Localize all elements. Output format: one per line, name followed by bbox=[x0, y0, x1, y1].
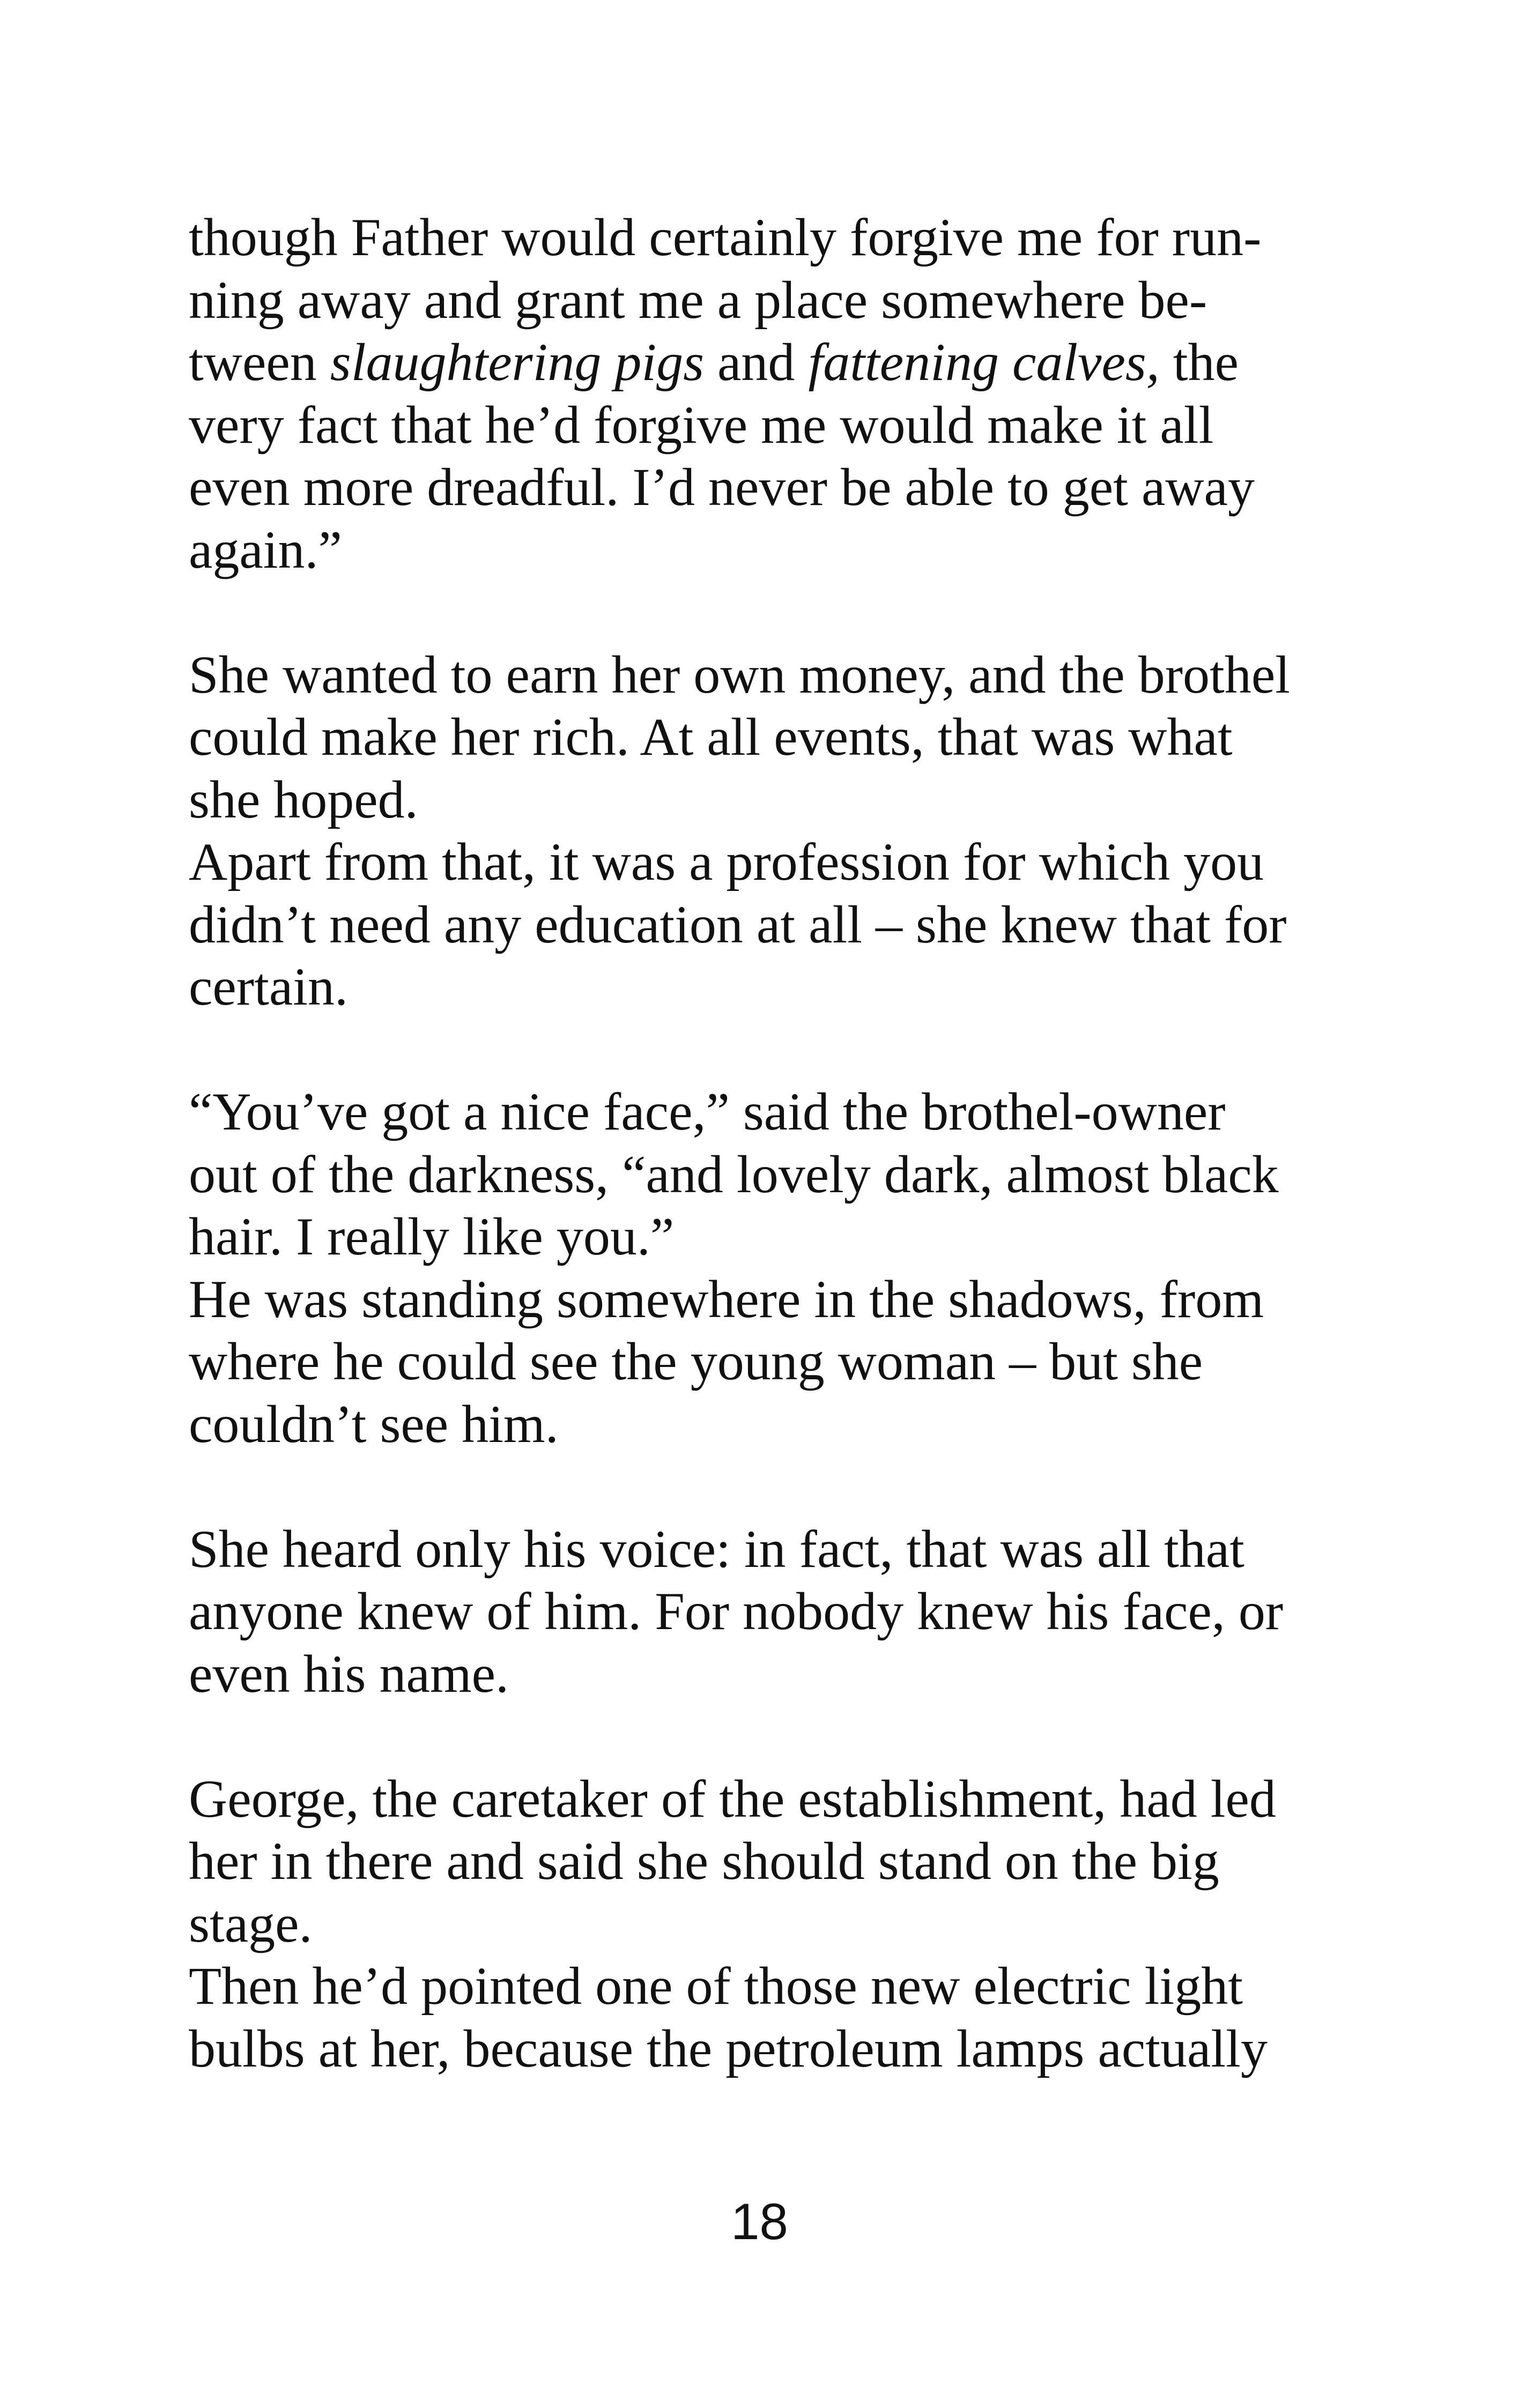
italic-phrase: slaughtering pigs bbox=[330, 332, 705, 392]
text-line: George, the caretaker of the establishment, had led bbox=[189, 1768, 1276, 1829]
body-text bbox=[189, 206, 1325, 2080]
page-number: 18 bbox=[731, 2193, 788, 2250]
text-line bbox=[189, 331, 1325, 394]
text-segment: the bbox=[1159, 332, 1239, 392]
paragraph-gap bbox=[189, 1455, 1325, 1518]
paragraph-gap bbox=[189, 581, 1325, 644]
text-line: again.” bbox=[189, 519, 342, 579]
paragraph-gap bbox=[189, 1019, 1325, 1081]
text-line: her in there and said she should stand on the big bbox=[189, 1831, 1219, 1891]
text-line: very fact that he’d forgive me would make it all bbox=[189, 395, 1214, 455]
text-line: ning away and grant me a place somewhere be- bbox=[189, 270, 1207, 330]
text-segment: and bbox=[704, 332, 809, 392]
text-line: anyone knew of him. For nobody knew his face, or bbox=[189, 1581, 1284, 1641]
text-line: though Father would certainly forgive me for run- bbox=[189, 207, 1262, 267]
text-line: where he could see the young woman – but she bbox=[189, 1332, 1203, 1391]
text-line: Apart from that, it was a profession for which you bbox=[189, 832, 1264, 891]
text-line: She wanted to earn her own money, and the brothel bbox=[189, 644, 1291, 704]
text-line: she hoped. bbox=[189, 769, 418, 829]
text-line: could make her rich. At all events, that was what bbox=[189, 707, 1233, 767]
text-line: “You’ve got a nice face,” said the brothel-owner bbox=[189, 1082, 1226, 1141]
text-line: She heard only his voice: in fact, that was all that bbox=[189, 1519, 1244, 1579]
paragraph-gap bbox=[189, 1705, 1325, 1768]
text-segment: tween bbox=[189, 332, 330, 392]
text-line: certain. bbox=[189, 957, 349, 1016]
text-line: He was standing somewhere in the shadows, from bbox=[189, 1269, 1264, 1329]
text-line: out of the darkness, “and lovely dark, almost black bbox=[189, 1144, 1279, 1204]
text-line: hair. I really like you.” bbox=[189, 1207, 675, 1266]
text-line: Then he’d pointed one of those new electric light bbox=[189, 1956, 1243, 2016]
text-line: even his name. bbox=[189, 1644, 509, 1704]
text-line: stage. bbox=[189, 1893, 313, 1953]
text-line: couldn’t see him. bbox=[189, 1394, 559, 1454]
italic-phrase: fattening calves, bbox=[808, 332, 1160, 392]
text-line: even more dreadful. I’d never be able to get away bbox=[189, 457, 1255, 517]
text-line: bulbs at her, because the petroleum lamps actually bbox=[189, 2018, 1268, 2078]
text-line: didn’t need any education at all – she knew that for bbox=[189, 894, 1287, 954]
